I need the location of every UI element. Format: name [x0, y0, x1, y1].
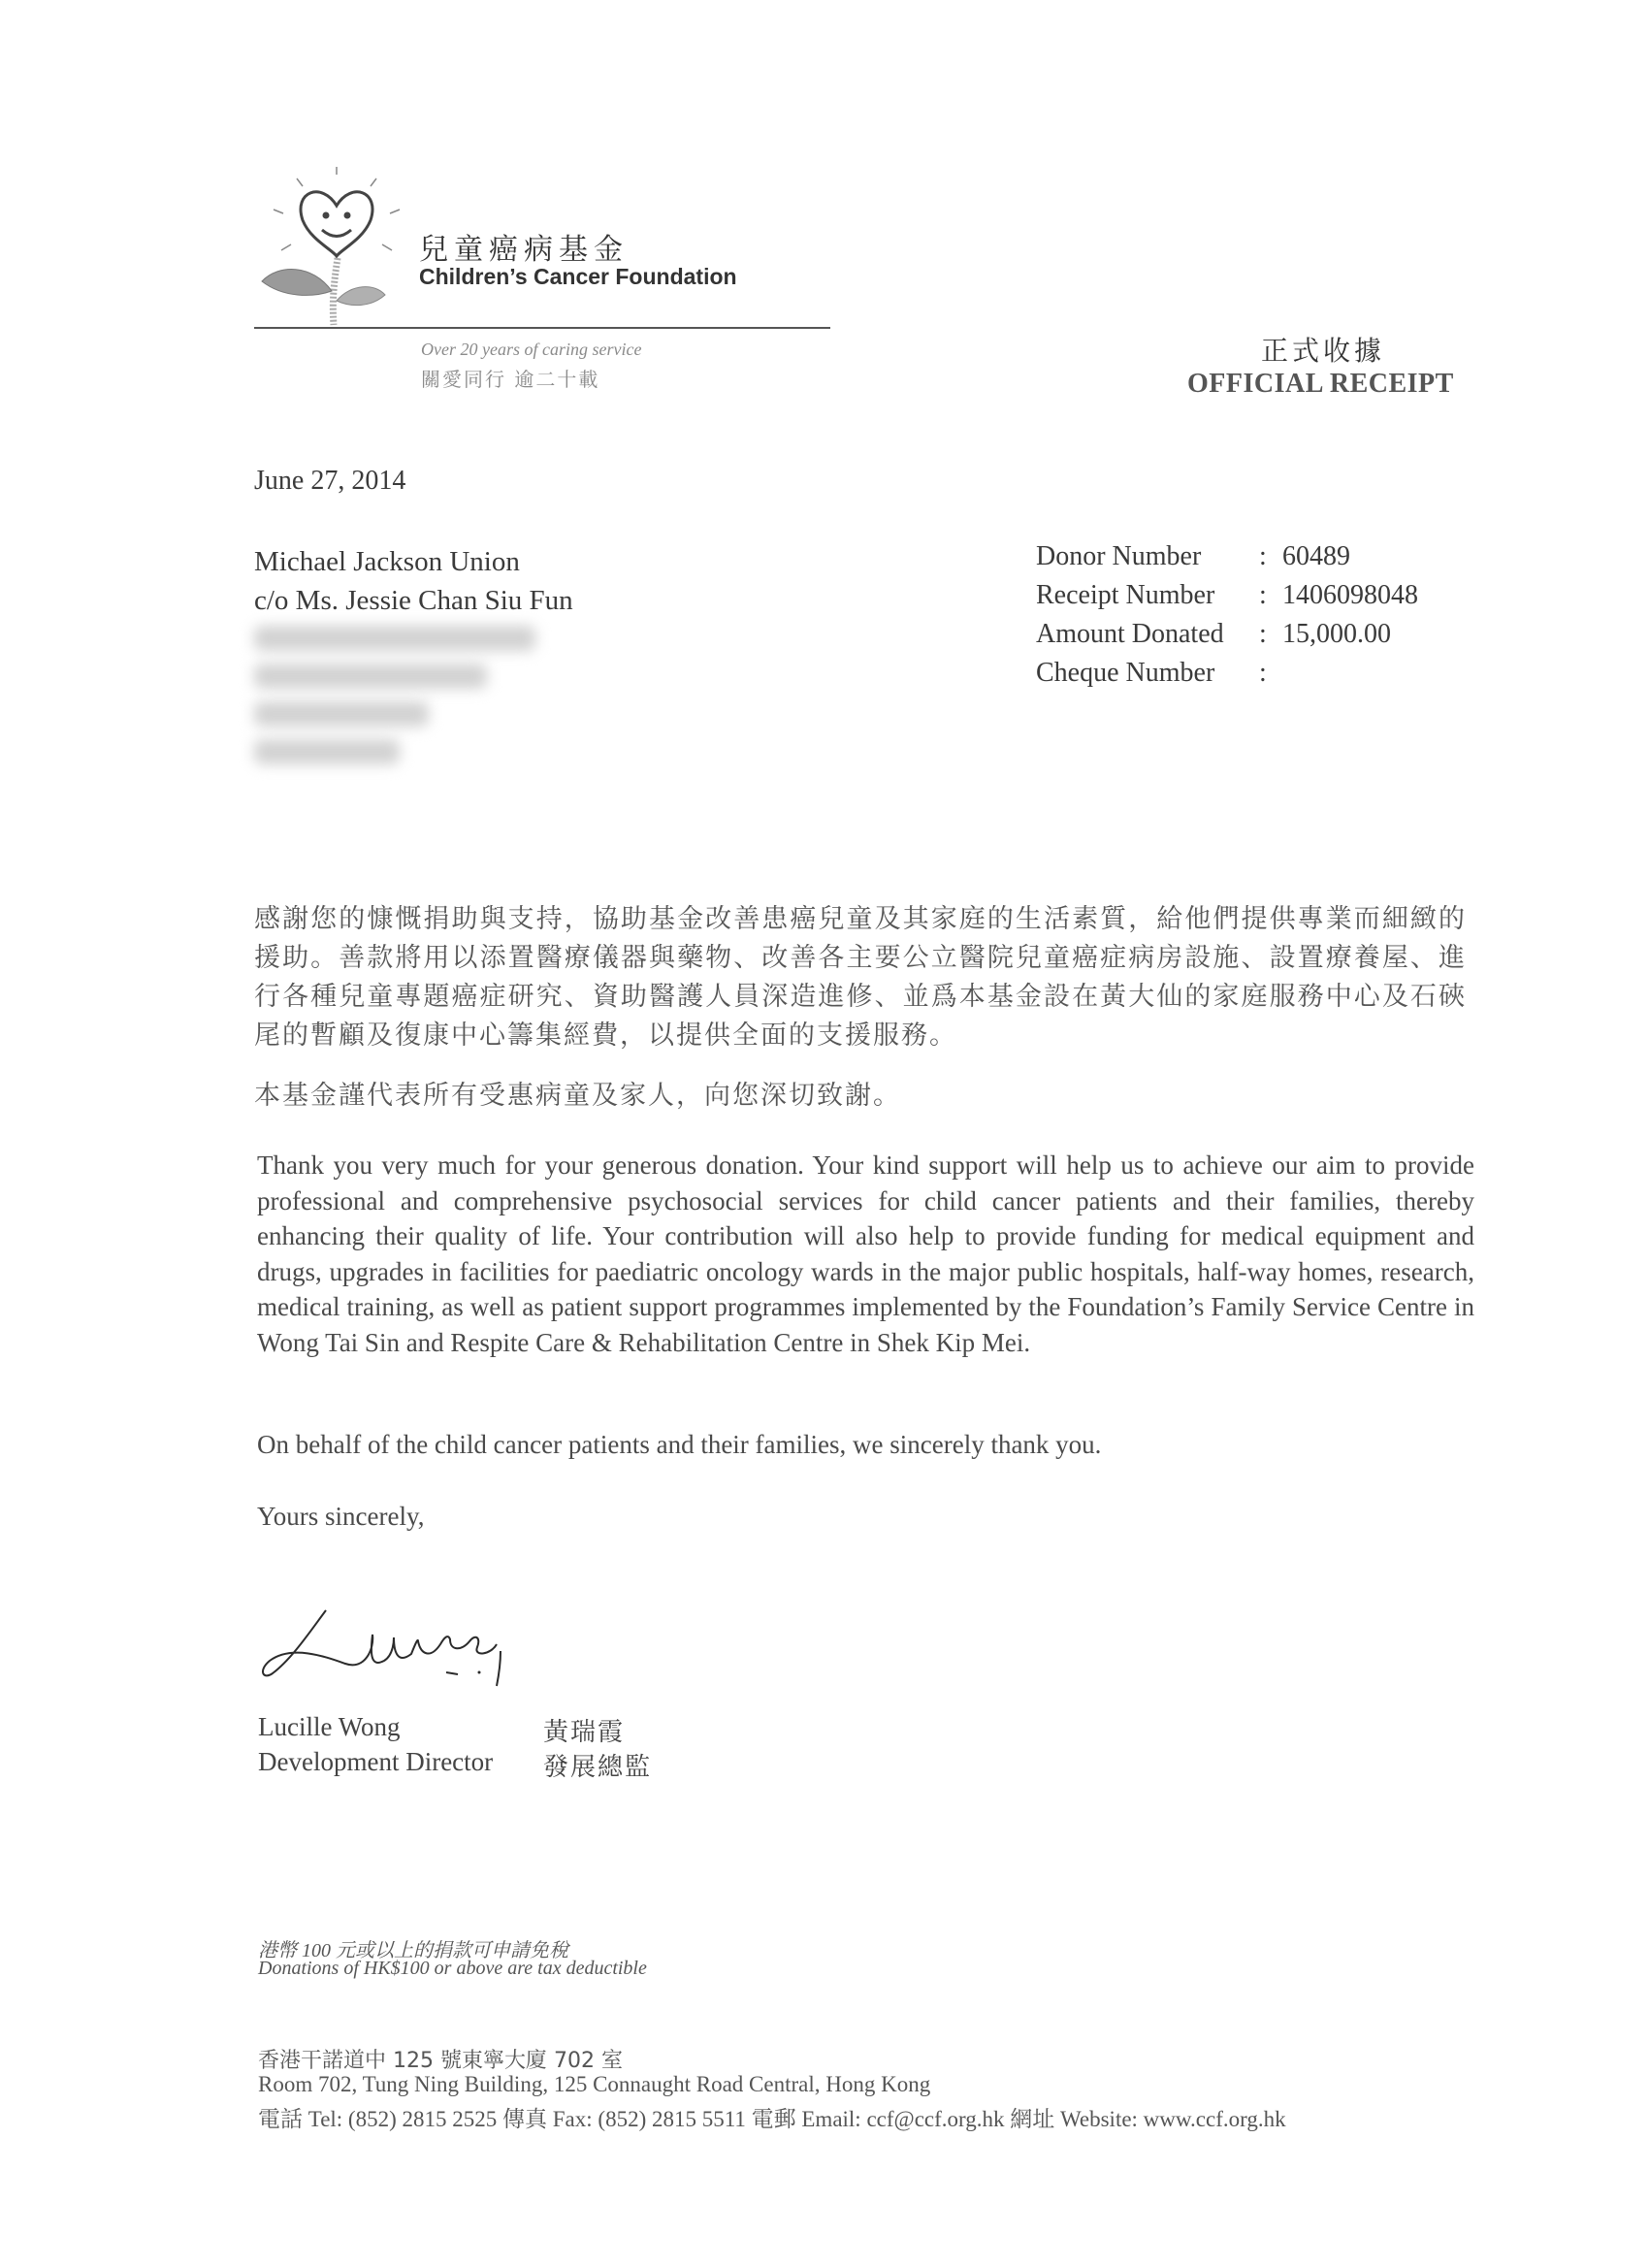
redacted-address-line [254, 701, 429, 727]
footer-telephone: Tel: (852) 2815 2525 [307, 2107, 498, 2131]
logo-english-name: Children’s Cancer Foundation [419, 264, 737, 289]
receipt-info-table [1036, 541, 1418, 697]
handwritten-signature [258, 1591, 530, 1698]
receipt-title-chinese: 正式收據 [1261, 335, 1386, 367]
signer-name: Lucille Wong [258, 1712, 401, 1741]
info-label: Donor Number [1036, 541, 1202, 571]
footer-contact-line [258, 2101, 1286, 2133]
redacted-address-line [254, 739, 400, 764]
footer-fax: Fax: (852) 2815 5511 [552, 2107, 746, 2131]
signer-title-chinese: 發展總監 [543, 1753, 653, 1782]
signer-title: Development Director [258, 1747, 494, 1776]
logo-divider [254, 327, 830, 329]
info-row-amount-donated [1036, 619, 1418, 658]
receipt-title: OFFICIAL RECEIPT [1187, 369, 1454, 399]
info-value: 15,000.00 [1282, 619, 1391, 649]
info-label: Cheque Number [1036, 658, 1215, 688]
info-label: Amount Donated [1036, 619, 1224, 649]
info-colon: : [1259, 658, 1267, 688]
info-value: 1406098048 [1282, 580, 1418, 610]
logo-chinese-name: 兒童癌病基金 [419, 233, 629, 267]
redacted-address-line [254, 626, 535, 651]
info-row-receipt-number [1036, 580, 1418, 619]
recipient-care-of: c/o Ms. Jessie Chan Siu Fun [254, 585, 573, 616]
body-english-paragraph-2: On behalf of the child cancer patients and their families, we sincerely thank you. [257, 1430, 1102, 1459]
footer-website: Website: www.ccf.org.hk [1060, 2107, 1286, 2131]
fax-label-chinese: 傳真 [502, 2107, 548, 2132]
recipient-name: Michael Jackson Union [254, 546, 520, 577]
info-row-donor-number [1036, 541, 1418, 580]
info-colon: : [1259, 580, 1267, 610]
tax-note: Donations of HK$100 or above are tax deductible [258, 1958, 647, 1979]
body-chinese-paragraph-2: 本基金謹代表所有受惠病童及家人，向您深切致謝。 [254, 1081, 901, 1111]
closing: Yours sincerely, [257, 1502, 425, 1531]
body-chinese-paragraph-1: 感謝您的慷慨捐助與支持，協助基金改善患癌兒童及其家庭的生活素質，給他們提供專業而細緻的援助。善款將用以添置醫療儀器與藥物、改善各主要公立醫院兒童癌症病房設施、設置療養屋、進行各種兒童專題癌症研究、資助醫護人員深造進修、並爲本基金設在黃大仙的家庭服務中心及石硤尾的暫顧及復康中心籌集經費，以提供全面的支援服務。 [254, 904, 1467, 1051]
body-english-paragraph-1: Thank you very much for your generous donation. Your kind support will help us to achieve our aim to provide professional and comprehensive psychosocial services for child cancer patients and their families, thereby enhancing their quality of life. Your contribution will also help to provide funding for medical equipment and drugs, upgrades in facilities for paediatric oncology wards in the major public hospitals, half-way homes, research, medical training, as well as patient support programmes implemented by the Foundation’s Family Service Centre in Wong Tai Sin and Respite Care & Rehabilitation Centre in Shek Kip Mei. [257, 1150, 1474, 1357]
footer-email: Email: ccf@ccf.org.hk [801, 2107, 1005, 2131]
tagline-english: Over 20 years of caring service [421, 340, 642, 359]
redacted-address-line [254, 664, 487, 689]
email-label-chinese: 電郵 [751, 2107, 796, 2132]
info-value: 60489 [1282, 541, 1350, 571]
info-label: Receipt Number [1036, 580, 1215, 610]
ccf-logo-flower-icon [254, 167, 419, 332]
tel-label-chinese: 電話 [258, 2107, 303, 2132]
info-colon: : [1259, 619, 1267, 649]
footer-address: Room 702, Tung Ning Building, 125 Connaught Road Central, Hong Kong [258, 2072, 931, 2096]
info-row-cheque-number [1036, 658, 1418, 697]
info-colon: : [1259, 541, 1267, 571]
tax-note-chinese: 港幣 100 元或以上的捐款可申請免稅 [258, 1940, 568, 1961]
letter-date: June 27, 2014 [254, 466, 406, 496]
web-label-chinese: 網址 [1010, 2107, 1055, 2132]
signer-name-chinese: 黃瑞霞 [543, 1718, 626, 1747]
footer-address-chinese: 香港干諾道中 125 號東寧大廈 702 室 [258, 2049, 623, 2073]
tagline-chinese: 關愛同行 逾二十載 [421, 368, 600, 391]
